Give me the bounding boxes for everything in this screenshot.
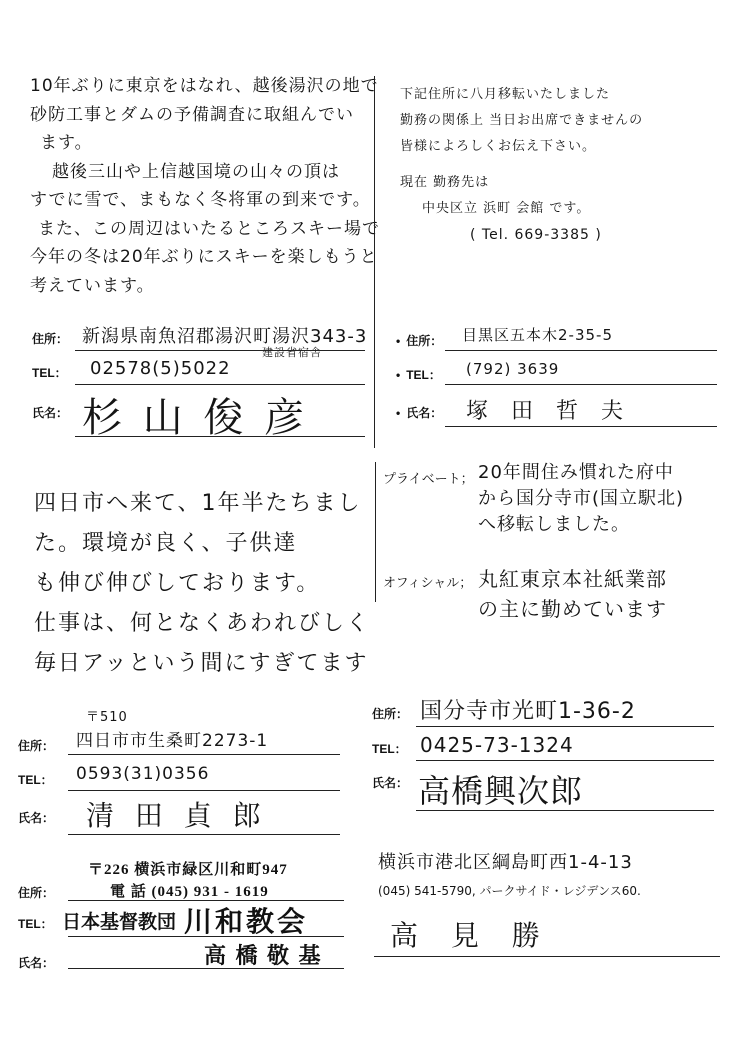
message-line: 砂防工事とダムの予備調査に取組んでい [30,104,354,125]
message-line: 現在 勤務先は [400,175,490,190]
tel-kiyota: 0593(31)0356 [76,764,210,784]
tel-label: TEL： [18,773,53,787]
message-line: 皆様によろしくお伝え下さい。 [400,139,597,154]
message-line: また、この周辺はいたるところスキー場で [38,218,380,239]
message-line: 四日市へ来て、1年半たちまし [34,491,362,516]
address-sugiyama: 新潟県南魚沼郡湯沢町湯沢343-3 [82,326,368,347]
message-sugiyama [30,72,380,300]
tel-label: TEL： [32,366,67,380]
name-tsukada: 塚 田 哲 夫 [466,399,631,424]
message-line: 勤務の関係上 当日お出席できませんの [400,113,644,128]
message-line: 20年間住み慣れた府中 [478,462,674,483]
address-label: 住所： [372,707,409,721]
stamp-postal-address: 〒226 横浜市緑区川和町947 [88,862,288,878]
tel-label: • TEL： [396,366,441,383]
tel-underline [416,760,714,761]
card-divider [374,76,375,448]
address-label: • 住所： [396,332,442,349]
name-label: • 氏名： [396,404,442,421]
tel-label: TEL： [18,917,53,931]
name-kiyota: 清 田 貞 郎 [86,799,267,832]
name-underline [68,834,340,835]
address-underline [445,350,717,351]
message-tsukada [400,82,643,248]
address-takami: 横浜市港北区綱島町西1-4-13 [378,852,633,873]
tel-underline [445,384,717,385]
message-kiyota [34,484,370,684]
message-line: 毎日アッという間にすぎてます [34,651,369,676]
card-divider [375,462,376,602]
message-line: 越後三山や上信越国境の山々の頂は [52,161,340,182]
address-underline [416,726,714,727]
tel-underline [68,790,340,791]
message-line: も伸び伸びしております。 [34,571,321,596]
tel-takahashi-okijiro: 0425-73-1324 [420,733,574,757]
private-text [478,460,684,538]
tel-label: TEL： [372,742,407,756]
message-line: 下記住所に八月移転いたしました [400,87,611,102]
address-takahashi-okijiro: 国分寺市光町1-36-2 [420,699,636,724]
address-label: 住所： [18,886,55,900]
message-line: 中央区立 浜町 会館 です。 [422,201,591,216]
name-sugiyama: 杉 山 俊 彦 [82,395,309,441]
message-line: 考えています。 [30,275,155,296]
stamp-church-name: 川和教会 [184,907,309,938]
message-line: から国分寺市(国立駅北) [478,488,685,509]
address-note-sugiyama: 建設省宿舎 [262,346,322,359]
message-line: た。環境が良く、子供達 [34,531,298,556]
private-label: プライベート； [383,472,474,487]
name-underline [68,968,344,969]
name-underline [374,956,720,957]
message-line: 丸紅東京本社紙業部 [478,567,667,591]
address-label: 住所： [32,332,69,346]
address-label: 住所： [18,739,55,753]
message-line: 仕事は、何となくあわれびしく [34,611,371,636]
stamp-organization: 日本基督教団 [62,912,177,933]
tel-sugiyama: 02578(5)5022 [90,358,231,379]
stamp-phone: 電 話 (045) 931 - 1619 [110,884,269,900]
name-label: 氏名： [18,811,55,825]
message-line: へ移転しました。 [478,514,630,535]
name-label: 氏名： [32,406,69,420]
name-label: 氏名： [372,776,409,790]
name-underline [75,436,365,437]
name-underline [416,810,714,811]
official-text [478,564,667,624]
address-underline [75,350,365,351]
message-line: 10年ぶりに東京をはなれ、越後湯沢の地で [30,76,379,96]
message-line: すでに雪で、まもなく冬将軍の到来です。 [30,190,371,210]
tel-tsukada: (792) 3639 [466,360,560,378]
address-tsukada: 目黒区五本木2-35-5 [462,326,613,344]
tel-takami: (045) 541-5790, パークサイド・レジデンス60. [378,884,641,898]
address-kiyota: 四日市市生桑町2273-1 [76,731,269,751]
name-takahashi-okijiro: 高橋興次郎 [418,772,584,810]
official-label: オフィシャル； [383,576,473,591]
message-line: ( Tel. 669-3385 ) [470,227,602,243]
tel-underline [75,384,365,385]
postal-kiyota: 〒510 [86,710,128,725]
tel-underline [68,936,344,937]
message-line: の主に勤めています [478,597,667,621]
message-line: 今年の冬は20年ぶりにスキーを楽しもうと [30,247,378,267]
name-takami: 高 見 勝 [390,919,552,952]
address-underline [68,754,340,755]
stamp-pastor-name: 高 橋 敬 基 [204,943,323,968]
message-line: ます。 [40,133,93,153]
name-label: 氏名： [18,956,55,970]
name-underline [445,426,717,427]
